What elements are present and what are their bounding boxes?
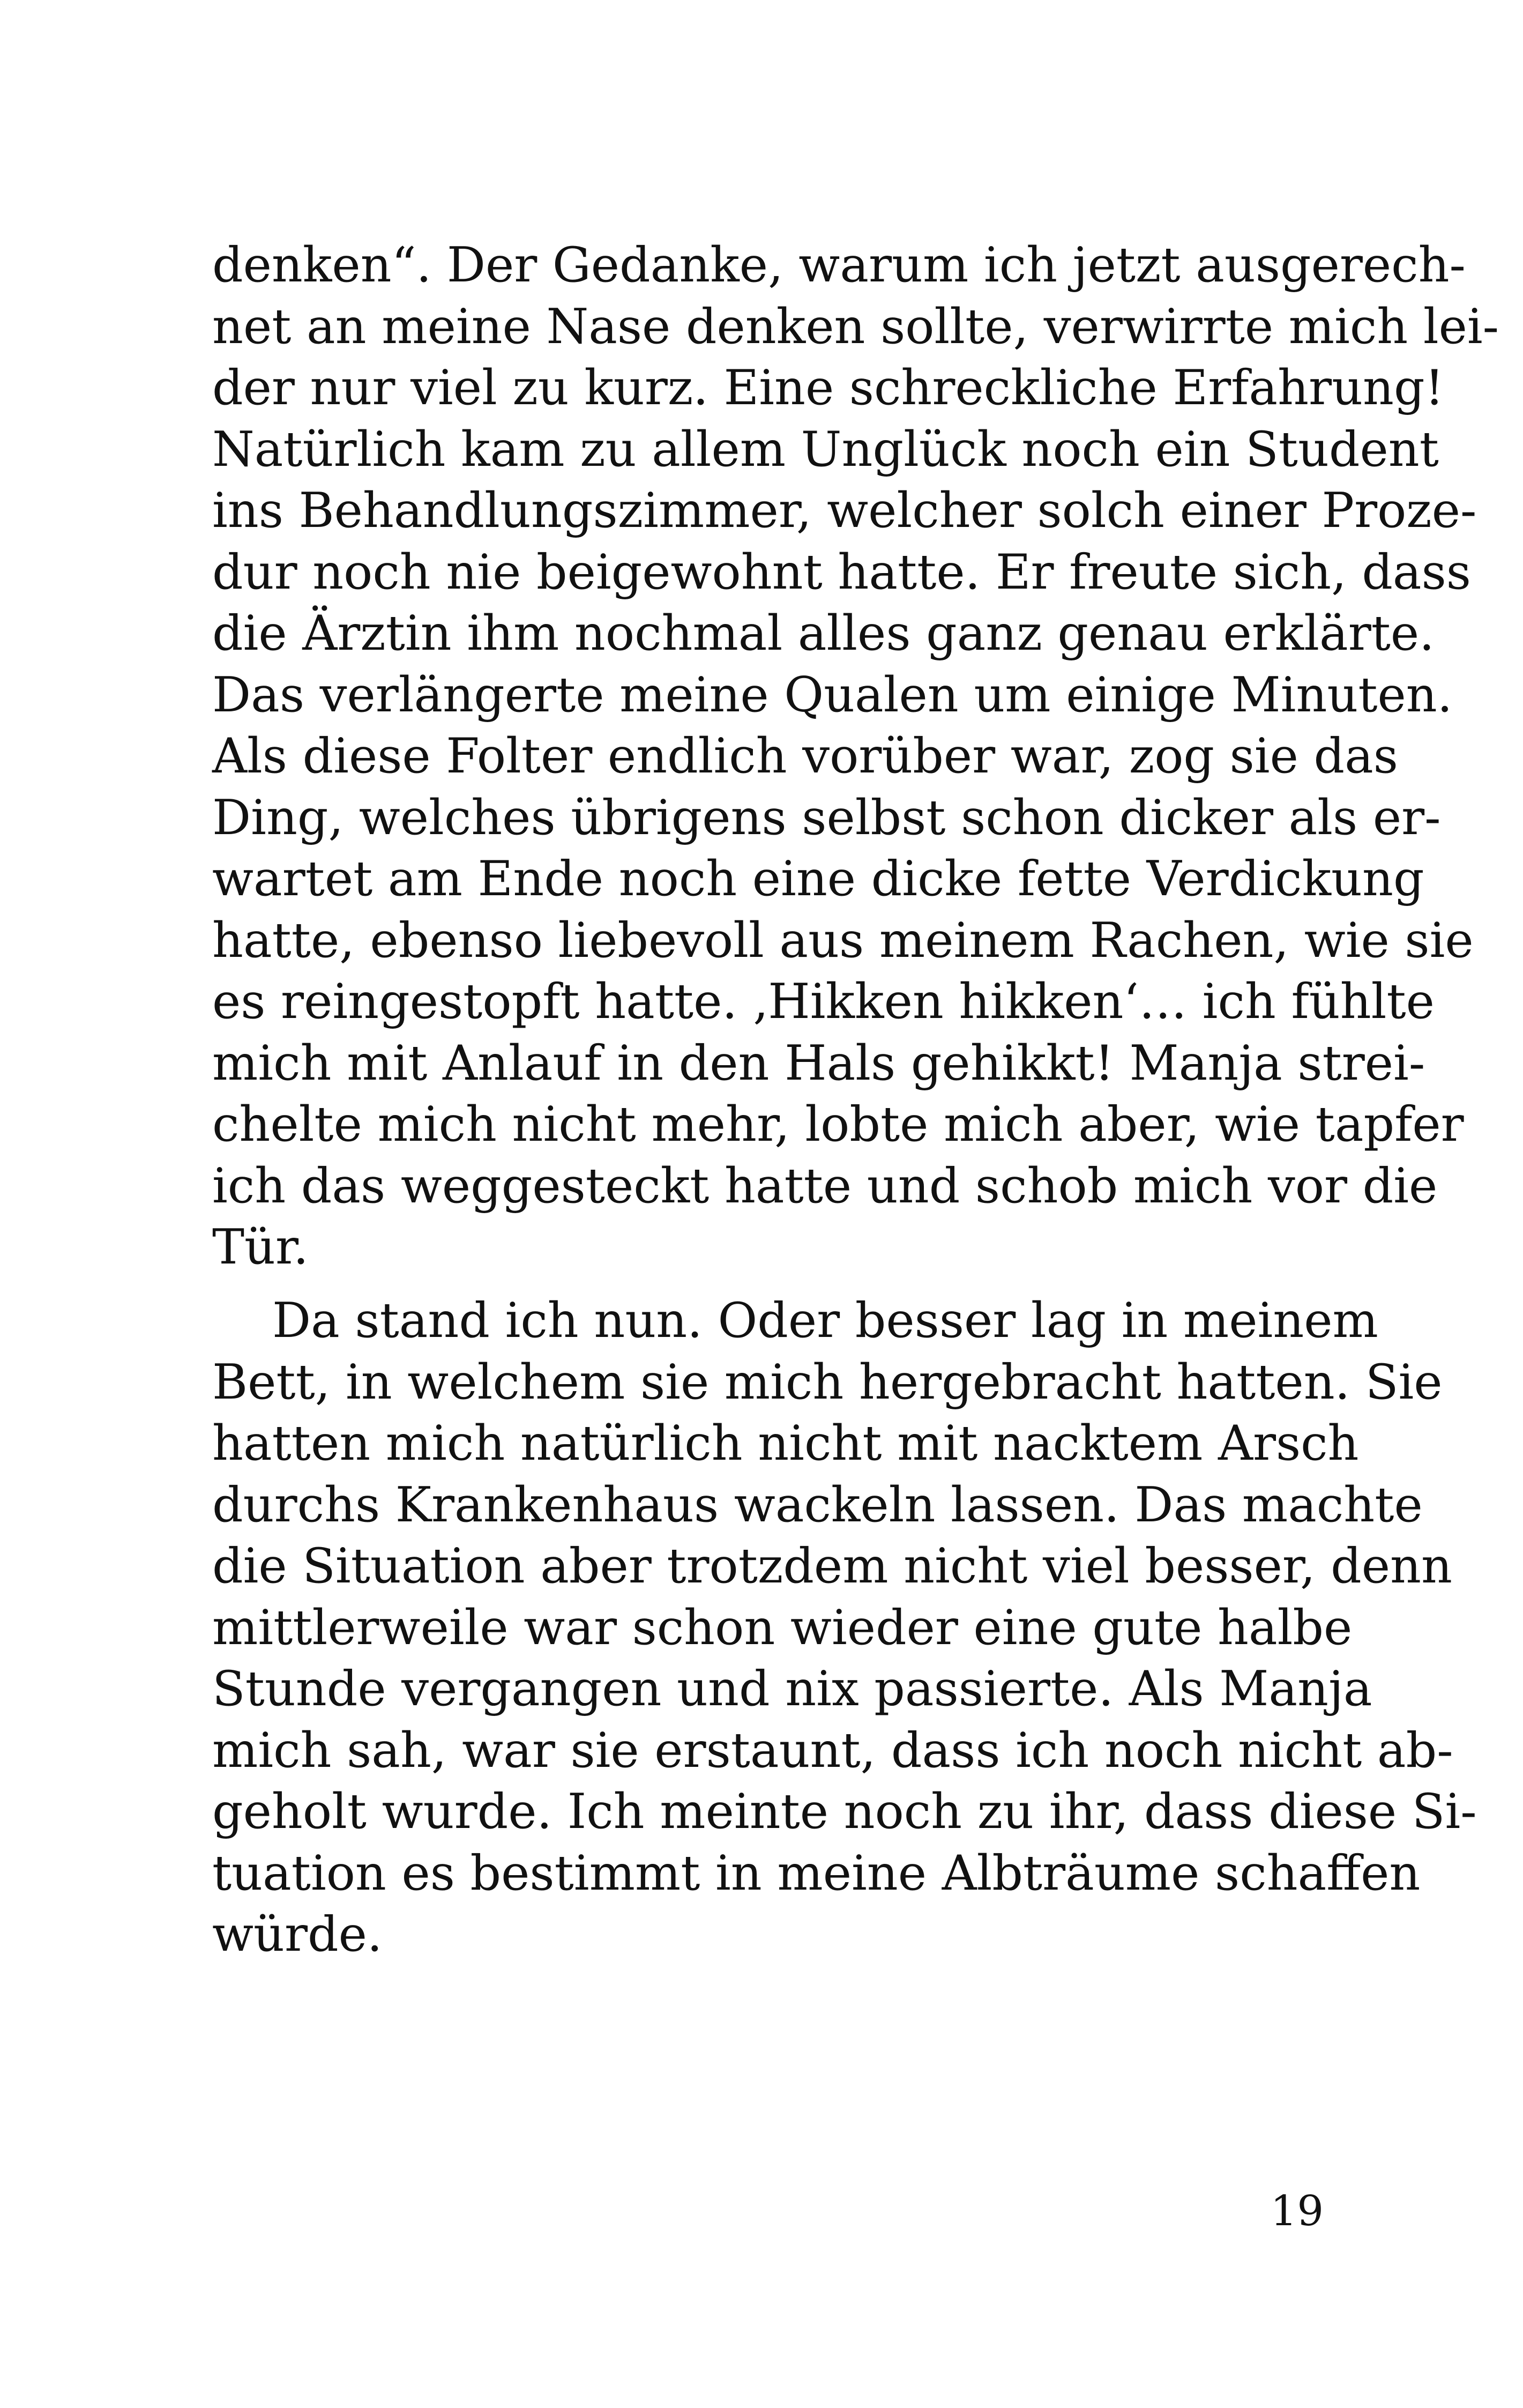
text-line: Das verlängerte meine Qualen um einige Minuten.	[212, 666, 1453, 723]
text-line: Da stand ich nun. Oder besser lag in meinem	[272, 1292, 1378, 1349]
text-line: ich das weggesteckt hatte und schob mich vor die	[212, 1157, 1438, 1214]
text-line: denken“. Der Gedanke, warum ich jetzt ausgerech-	[212, 237, 1466, 293]
text-line: durchs Krankenhaus wackeln lassen. Das machte	[212, 1476, 1423, 1533]
text-line: Ding, welches übrigens selbst schon dicker als er-	[212, 789, 1441, 846]
text-line: dur noch nie beigewohnt hatte. Er freute sich, dass	[212, 544, 1471, 600]
paragraph-2	[212, 1290, 1477, 1966]
text-line: die Ärztin ihm nochmal alles ganz genau erklärte.	[212, 605, 1435, 662]
text-line: Natürlich kam zu allem Unglück noch ein Student	[212, 421, 1439, 478]
text-line: Stunde vergangen und nix passierte. Als Manja	[212, 1661, 1372, 1717]
text-line: der nur viel zu kurz. Eine schreckliche Erfahrung!	[212, 360, 1444, 416]
paragraph-1	[212, 235, 1499, 1279]
text-line: geholt wurde. Ich meinte noch zu ihr, dass diese Si-	[212, 1783, 1477, 1840]
text-line: würde.	[212, 1906, 383, 1963]
text-line: ins Behandlungszimmer, welcher solch einer Proze-	[212, 482, 1477, 539]
text-line: wartet am Ende noch eine dicke fette Verdickung	[212, 851, 1424, 907]
text-line: hatten mich natürlich nicht mit nacktem Arsch	[212, 1415, 1359, 1471]
text-line: Als diese Folter endlich vorüber war, zog sie das	[212, 728, 1398, 784]
text-line: chelte mich nicht mehr, lobte mich aber, wie tapfer	[212, 1096, 1464, 1153]
text-line: Bett, in welchem sie mich hergebracht hatten. Sie	[212, 1354, 1443, 1410]
text-line: die Situation aber trotzdem nicht viel besser, denn	[212, 1538, 1452, 1594]
text-line: Tür.	[212, 1219, 309, 1275]
text-line: tuation es bestimmt in meine Albträume schaffen	[212, 1845, 1421, 1901]
text-line: mittlerweile war schon wieder eine gute halbe	[212, 1599, 1353, 1656]
text-line: hatte, ebenso liebevoll aus meinem Rachen, wie sie	[212, 912, 1474, 969]
text-line: mich sah, war sie erstaunt, dass ich noch nicht ab-	[212, 1722, 1453, 1779]
page-number: 19	[1270, 2187, 1324, 2235]
text-line: es reingestopft hatte. ‚Hikken hikken‘… ich fühlte	[212, 973, 1435, 1030]
text-line: net an meine Nase denken sollte, verwirrte mich lei-	[212, 298, 1499, 355]
text-line: mich mit Anlauf in den Hals gehikkt! Manja strei-	[212, 1035, 1425, 1091]
